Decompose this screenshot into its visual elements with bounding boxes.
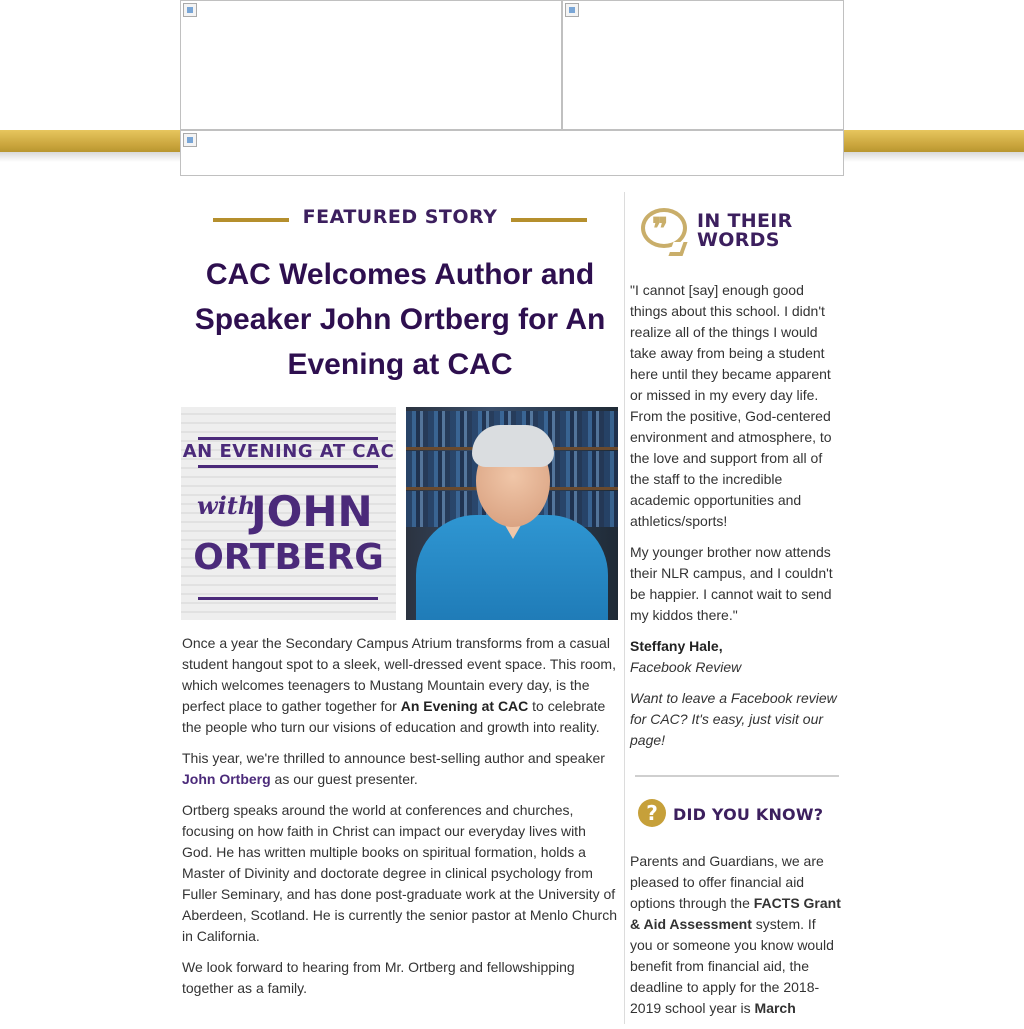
story-paragraph	[182, 748, 620, 790]
heading-rule-right	[511, 218, 587, 222]
story-paragraph	[182, 633, 620, 738]
portrait-hair	[472, 425, 554, 467]
broken-image-icon	[565, 3, 579, 17]
story-body	[180, 633, 620, 999]
speaker-portrait-photo	[406, 407, 618, 620]
paragraph-text: Once a year the Secondary Campus Atrium transforms from a casual student hangout spot to a sleek, well-dressed event space. This room, which welcomes teenagers to Mustang Mountain every day, is the perfect place to gather together for	[182, 635, 616, 714]
event-name: An Evening at CAC	[400, 698, 529, 714]
paragraph-text: to celebrate the people who turn our visions of education and growth into reality.	[182, 698, 606, 735]
in-their-words-title	[697, 212, 793, 250]
paragraph-text: system. If you or someone you know would benefit from financial aid, the deadline to apply for the 2018-2019 school year is	[630, 916, 834, 1016]
in-their-words-heading	[630, 192, 842, 280]
paragraph-text: as our guest presenter.	[270, 771, 418, 787]
promo-last-name: ORTBERG	[193, 537, 384, 578]
deadline-text: March	[754, 1000, 796, 1016]
promo-first-name: JOHN	[251, 487, 373, 536]
story-title: CAC Welcomes Author and Speaker John Ortberg for An Evening at CAC	[194, 258, 606, 381]
main-column	[180, 192, 620, 1009]
did-you-know-title: DID YOU KNOW?	[673, 805, 824, 824]
testimonial-quote: "I cannot [say] enough good things about this school. I didn't realize all of the things I would take away from being a student here until they became apparent or missed in my every day life. From the positive, God-centered environment and atmosphere, to the love and support from all of the staff to the incredible academic opportunities and athletics/sports!	[630, 282, 832, 529]
column-divider	[624, 192, 625, 1024]
question-mark-icon: ?	[638, 799, 666, 827]
paragraph-text: Parents and Guardians, we are pleased to offer financial aid options through the	[630, 853, 824, 911]
header-logo-image[interactable]	[180, 0, 562, 130]
event-promo-graphic	[181, 407, 396, 620]
did-you-know-heading	[630, 777, 842, 851]
title-line: WORDS	[697, 229, 780, 251]
testimonial-quote: My younger brother now attends their NLR campus, and I couldn't be happier. I cannot wait to send my kiddos there."	[630, 544, 833, 623]
featured-story-heading	[180, 192, 620, 248]
story-paragraph: We look forward to hearing from Mr. Ortberg and fellowshipping together as a family.	[182, 959, 575, 996]
review-call-to-action: Want to leave a Facebook review for CAC? It's easy, just visit our page!	[630, 690, 837, 748]
quote-bubble-icon: ❞	[641, 208, 687, 248]
promo-rule-bottom	[198, 597, 378, 600]
promo-with: with	[197, 491, 256, 520]
header-nav-image[interactable]	[180, 130, 844, 176]
header-right-image[interactable]	[562, 0, 844, 130]
promo-line-evening: AN EVENING AT CAC	[182, 441, 395, 462]
broken-image-icon	[183, 3, 197, 17]
financial-aid-paragraph	[630, 851, 842, 1019]
promo-rule-middle	[198, 465, 378, 468]
title-line: IN THEIR	[697, 210, 793, 232]
story-paragraph: Ortberg speaks around the world at conferences and churches, focusing on how faith in Christ can impact our everyday lives with God. He has written multiple books on spiritual formation, holds a Master of Divinity and doctorate degree in clinical psychology from Fuller Seminary, and has done post-graduate work at the University of Aberdeen, Scotland. He is currently the senior pastor at Menlo Church in California.	[182, 802, 618, 944]
testimonial-source: Facebook Review	[630, 659, 742, 675]
sidebar-column	[630, 192, 842, 1029]
facts-program-name: FACTS Grant & Aid Assessment	[630, 895, 841, 932]
story-images	[180, 407, 620, 621]
broken-image-icon	[183, 133, 197, 147]
featured-story-label: FEATURED STORY	[302, 206, 498, 228]
speaker-link[interactable]: John Ortberg	[182, 771, 271, 787]
paragraph-text: This year, we're thrilled to announce best-selling author and speaker	[182, 750, 605, 766]
promo-rule-top	[198, 437, 378, 440]
testimonial-author: Steffany Hale,	[630, 638, 723, 654]
